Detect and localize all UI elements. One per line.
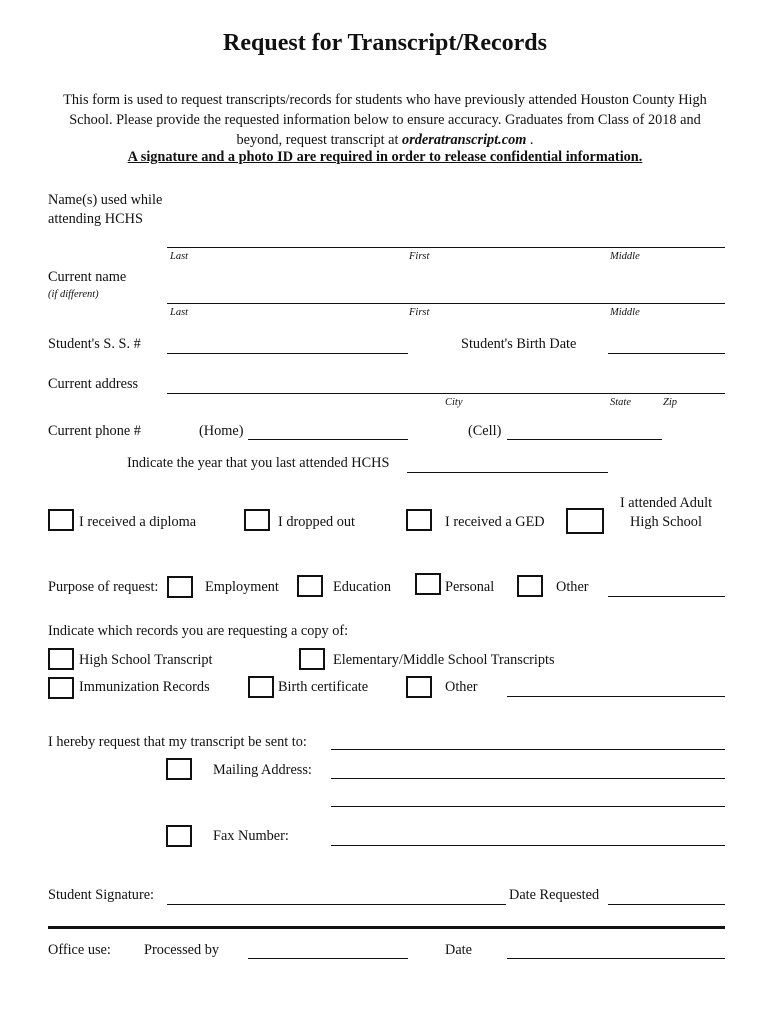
- fax-checkbox[interactable]: [166, 825, 192, 847]
- elem-transcripts-checkbox[interactable]: [299, 648, 325, 670]
- last-year-label: Indicate the year that you last attended HCHS: [127, 455, 390, 471]
- date-requested-line[interactable]: [608, 904, 725, 905]
- office-date-line[interactable]: [507, 958, 725, 959]
- state-caption: State: [610, 397, 631, 408]
- date-requested-label: Date Requested: [509, 887, 600, 903]
- adult-high-school-checkbox[interactable]: [566, 508, 604, 534]
- dropped-out-checkbox[interactable]: [244, 509, 270, 531]
- current-name-note: (if different): [48, 289, 99, 300]
- other-record-label: Other: [445, 679, 478, 695]
- zip-caption: Zip: [663, 397, 678, 408]
- send-to-line[interactable]: [331, 749, 725, 750]
- immunization-checkbox[interactable]: [48, 677, 74, 699]
- hs-transcript-checkbox[interactable]: [48, 648, 74, 670]
- first-caption: First: [409, 307, 430, 318]
- cell-phone-line[interactable]: [507, 439, 662, 440]
- middle-caption: Middle: [610, 307, 640, 318]
- ged-label: I received a GED: [445, 514, 545, 530]
- names-used-label: Name(s) used while attending HCHS: [48, 192, 163, 227]
- other-record-line[interactable]: [507, 696, 725, 697]
- signature-line[interactable]: [167, 904, 506, 905]
- other-record-checkbox[interactable]: [406, 676, 432, 698]
- mailing-line-1[interactable]: [331, 778, 725, 779]
- immunization-label: Immunization Records: [79, 679, 210, 695]
- elem-transcripts-label: Elementary/Middle School Transcripts: [333, 652, 555, 668]
- birth-date-line[interactable]: [608, 353, 725, 354]
- home-phone-label: (Home): [199, 423, 244, 439]
- intro-text: This form is used to request transcripts/records for students who have previously attended Houston County High School. Please provide the requested information below to ensure accuracy. Graduates from Class of 2018 and beyond, request transcript at: [63, 92, 707, 148]
- last-year-line[interactable]: [407, 472, 608, 473]
- mailing-line-2[interactable]: [331, 806, 725, 807]
- hs-transcript-label: High School Transcript: [79, 652, 213, 668]
- education-checkbox[interactable]: [297, 575, 323, 597]
- ssn-label: Student's S. S. #: [48, 336, 141, 352]
- names-used-line[interactable]: [167, 247, 725, 248]
- home-phone-line[interactable]: [248, 439, 408, 440]
- other-purpose-checkbox[interactable]: [517, 575, 543, 597]
- phone-label: Current phone #: [48, 423, 141, 439]
- intro-paragraph: [55, 90, 715, 150]
- other-purpose-line[interactable]: [608, 596, 725, 597]
- birth-date-label: Student's Birth Date: [461, 336, 577, 352]
- current-name-line[interactable]: [167, 303, 725, 304]
- signature-notice: A signature and a photo ID are required in order to release confidential information.: [127, 149, 643, 165]
- middle-caption: Middle: [610, 251, 640, 262]
- address-line[interactable]: [167, 393, 725, 394]
- employment-checkbox[interactable]: [167, 576, 193, 598]
- adult-high-school-label-line2: High School: [630, 514, 702, 530]
- processed-by-line[interactable]: [248, 958, 408, 959]
- signature-label: Student Signature:: [48, 887, 155, 903]
- records-label: Indicate which records you are requesting a copy of:: [48, 623, 349, 639]
- city-caption: City: [445, 397, 463, 408]
- diploma-checkbox[interactable]: [48, 509, 74, 531]
- last-caption: Last: [170, 251, 189, 262]
- dropped-out-label: I dropped out: [278, 514, 356, 530]
- other-purpose-label: Other: [556, 579, 589, 595]
- fax-label: Fax Number:: [213, 828, 289, 844]
- page-title: Request for Transcript/Records: [223, 30, 547, 56]
- education-label: Education: [333, 579, 391, 595]
- send-to-label: I hereby request that my transcript be sent to:: [48, 734, 307, 750]
- current-name-label: Current name: [48, 269, 127, 285]
- adult-high-school-label-line1: I attended Adult: [619, 495, 713, 511]
- mailing-checkbox[interactable]: [166, 758, 192, 780]
- ssn-line[interactable]: [167, 353, 408, 354]
- processed-by-label: Processed by: [144, 942, 220, 958]
- employment-label: Employment: [205, 579, 279, 595]
- intro-text-end: .: [526, 132, 534, 148]
- last-caption: Last: [170, 307, 189, 318]
- birth-cert-checkbox[interactable]: [248, 676, 274, 698]
- diploma-label: I received a diploma: [79, 514, 197, 530]
- personal-checkbox[interactable]: [415, 573, 441, 595]
- order-site-link[interactable]: orderatranscript.com: [402, 132, 527, 148]
- birth-cert-label: Birth certificate: [278, 679, 369, 695]
- office-divider: [48, 926, 725, 929]
- office-date-label: Date: [445, 942, 472, 958]
- mailing-label: Mailing Address:: [213, 762, 312, 778]
- address-label: Current address: [48, 376, 139, 392]
- cell-phone-label: (Cell): [468, 423, 502, 439]
- fax-line[interactable]: [331, 845, 725, 846]
- office-use-label: Office use:: [48, 942, 111, 958]
- first-caption: First: [409, 251, 430, 262]
- purpose-label: Purpose of request:: [48, 579, 159, 595]
- personal-label: Personal: [445, 579, 495, 595]
- ged-checkbox[interactable]: [406, 509, 432, 531]
